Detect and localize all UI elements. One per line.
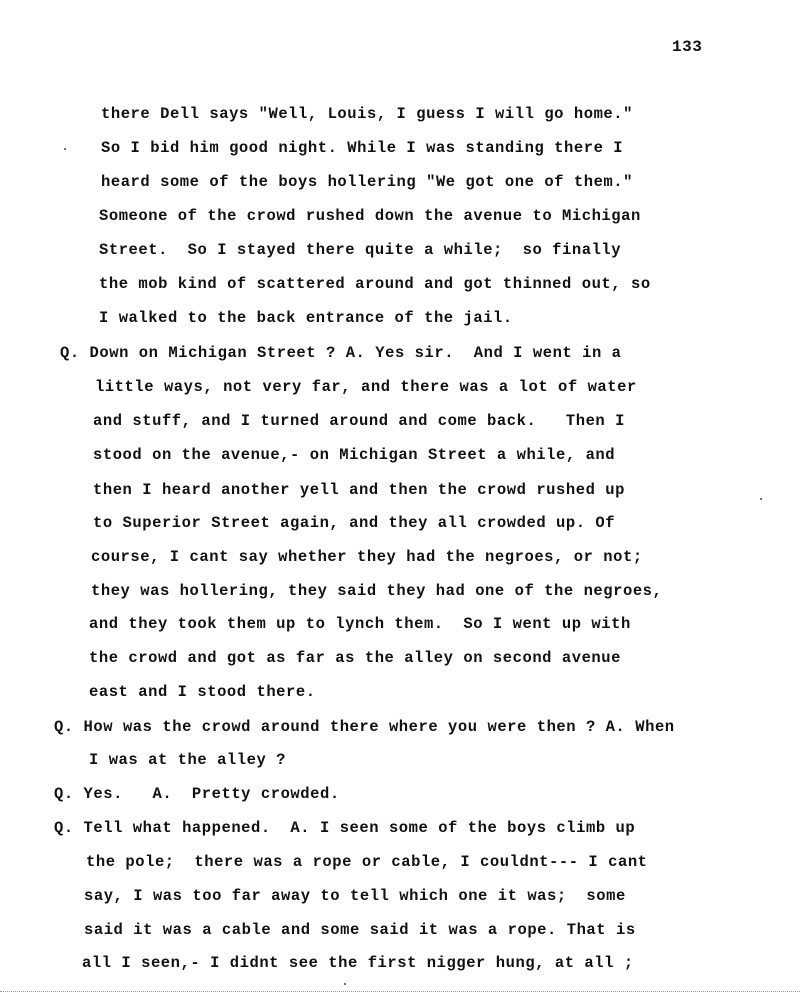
text-line: course, I cant say whether they had the negroes, or not; (91, 548, 643, 566)
text-line: and they took them up to lynch them. So I went up with (89, 615, 631, 633)
text-line: to Superior Street again, and they all crowded up. Of (93, 514, 616, 532)
text-line: Someone of the crowd rushed down the avenue to Michigan (99, 207, 641, 225)
text-line: stood on the avenue,- on Michigan Street a while, and (93, 446, 616, 464)
text-line: heard some of the boys hollering "We got one of them." (101, 173, 633, 191)
question-line: Q. How was the crowd around there where you were then ? A. When (54, 718, 675, 736)
page-number: 133 (672, 38, 703, 56)
text-line: I walked to the back entrance of the jail. (99, 309, 513, 327)
text-line: and stuff, and I turned around and come back. Then I (93, 412, 625, 430)
text-line: the pole; there was a rope or cable, I couldnt--- I cant (86, 853, 648, 871)
scan-speck (760, 498, 762, 500)
text-line: little ways, not very far, and there was a lot of water (95, 378, 637, 396)
text-line: then I heard another yell and then the crowd rushed up (93, 481, 625, 499)
scan-speck (64, 148, 66, 150)
text-line: they was hollering, they said they had one of the negroes, (91, 582, 663, 600)
text-line: said it was a cable and some said it was a rope. That is (84, 921, 636, 939)
question-line: Q. Yes. A. Pretty crowded. (54, 785, 340, 803)
text-line: I was at the alley ? (89, 751, 287, 769)
question-line: Q. Down on Michigan Street ? A. Yes sir. And I went in a (60, 344, 622, 362)
text-line: east and I stood there. (89, 683, 316, 701)
text-line: all I seen,- I didnt see the first nigger hung, at all ; (82, 954, 634, 972)
scan-edge-rule (0, 991, 800, 992)
text-line: the crowd and got as far as the alley on second avenue (89, 649, 621, 667)
text-line: there Dell says "Well, Louis, I guess I will go home." (101, 105, 633, 123)
text-line: the mob kind of scattered around and got thinned out, so (99, 275, 651, 293)
scan-speck (344, 983, 346, 985)
text-line: say, I was too far away to tell which one it was; some (84, 887, 626, 905)
text-line: So I bid him good night. While I was standing there I (101, 139, 624, 157)
text-line: Street. So I stayed there quite a while; so finally (99, 241, 622, 259)
question-line: Q. Tell what happened. A. I seen some of the boys climb up (54, 819, 636, 837)
